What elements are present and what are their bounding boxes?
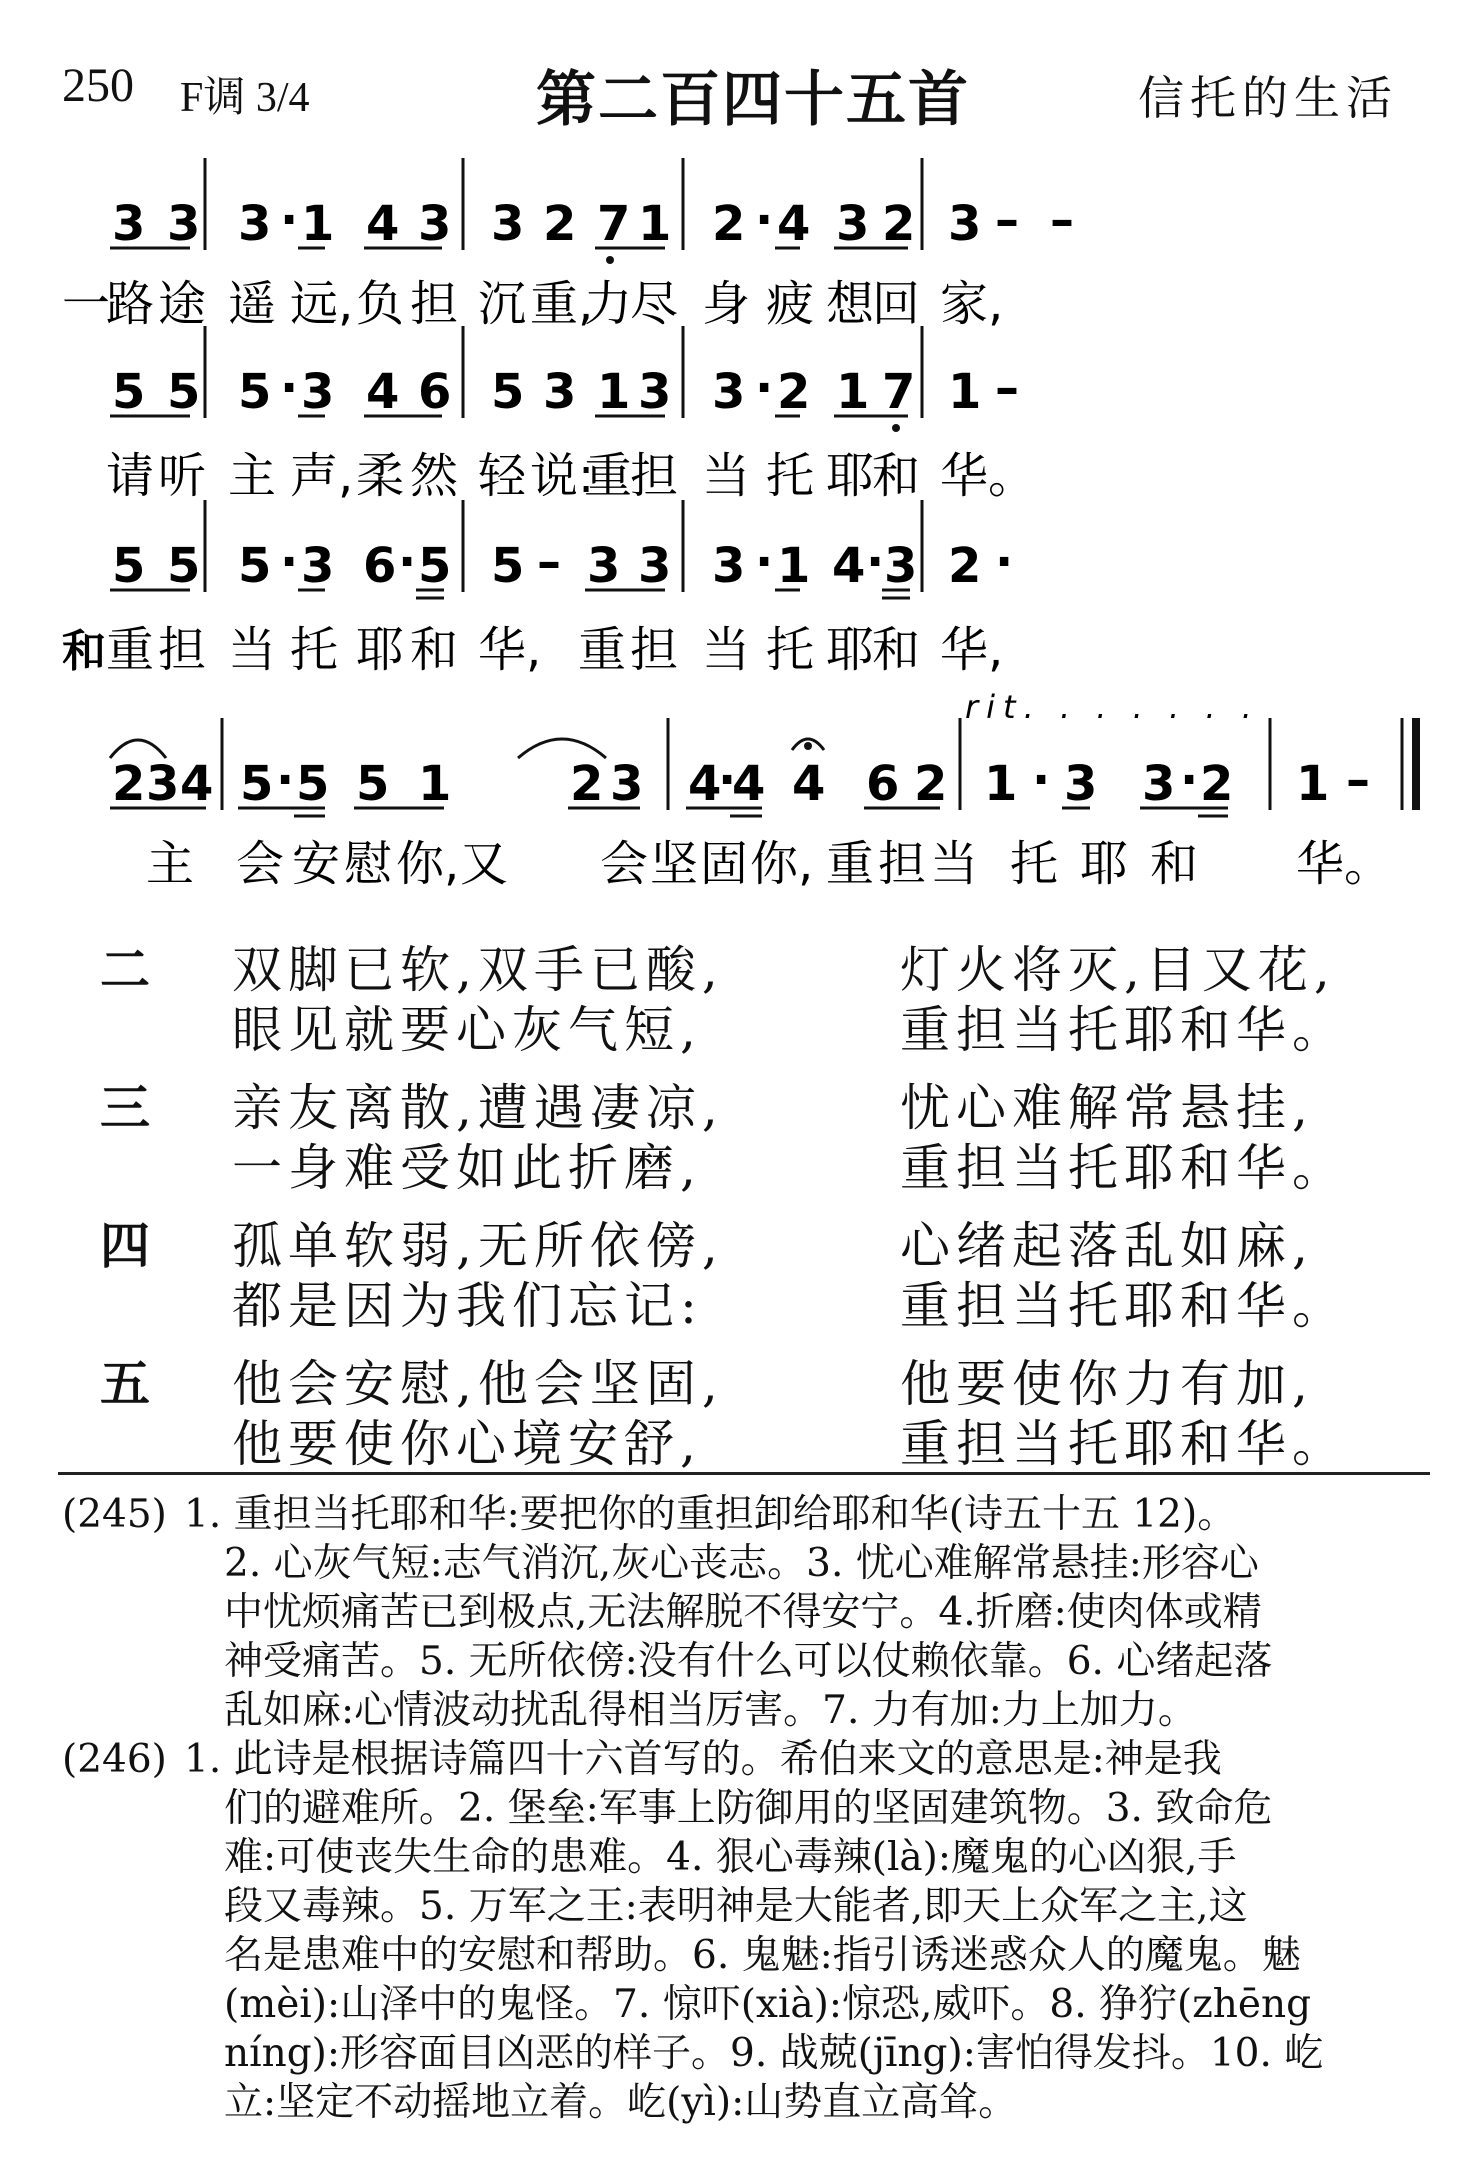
note: 3 (1142, 756, 1176, 812)
lyric: 托 (1010, 836, 1059, 892)
note: – (995, 360, 1019, 416)
note: · (755, 360, 774, 416)
note: 4 (366, 196, 400, 252)
lyric: 耶 (826, 622, 875, 678)
lyric-lead: 一 (62, 276, 111, 332)
verse-line: 心绪起落乱如麻, (900, 1217, 1314, 1275)
verse-line: 他会安慰,他会坚固, (232, 1355, 724, 1413)
footnote-line: níng):形容面目凶恶的样子。9. 战兢(jīng):害怕得发抖。10. 屹 (224, 2031, 1324, 2076)
hymn-number: 250 (62, 59, 134, 112)
lyric: 又 (460, 836, 509, 892)
lyric: 声, (290, 448, 354, 504)
verse-number: 四 (100, 1217, 156, 1275)
lyric: 担 (630, 622, 679, 678)
note: 4 (732, 756, 766, 812)
lyric: 柔 (356, 448, 405, 504)
note: 1 (638, 196, 672, 252)
verse-line: 亲友离散,遭遇凄凉, (232, 1079, 724, 1137)
lyric: 你, (750, 836, 814, 892)
note: 3 (146, 756, 180, 812)
lyric: 路 (106, 276, 155, 332)
note: 5 (418, 538, 452, 594)
lyric: 听 (158, 448, 207, 504)
hymn-topic: 信托的生活 (1138, 71, 1398, 125)
note: 5 (167, 538, 201, 594)
verse-number: 二 (100, 941, 156, 999)
note: 1 (597, 364, 631, 420)
lyric: 慰 (344, 836, 393, 892)
footnote-line: 1. 重担当托耶和华:要把你的重担卸给耶和华(诗五十五 12)。 (184, 1492, 1237, 1537)
note: 2 (1200, 756, 1234, 812)
note: 1 (418, 756, 452, 812)
lyric: 重, (530, 276, 594, 332)
verse-line: 忧心难解常悬挂, (900, 1079, 1314, 1137)
note: 1 (836, 364, 870, 420)
lyric: 担 (410, 276, 459, 332)
footnote-245 (62, 1490, 1432, 1735)
footnote-ref: (246) (62, 1737, 167, 1782)
lyric: 和 (410, 622, 459, 678)
note: 2 (570, 756, 604, 812)
key-and-meter: F调 3/4 (180, 75, 310, 121)
verse-3 (100, 1068, 156, 1140)
lyric: 当 (228, 622, 277, 678)
lyric: 和 (1150, 836, 1199, 892)
verse-number: 三 (100, 1079, 156, 1137)
lyric: 华, (478, 622, 542, 678)
verse-line: 重担当托耶和华。 (900, 1415, 1348, 1473)
note: · (276, 752, 295, 808)
footnotes (62, 1490, 1432, 2127)
note: 5 (240, 756, 274, 812)
lyric: 华, (940, 622, 1004, 678)
note: 1 (777, 538, 811, 594)
note: 5 (112, 538, 146, 594)
note: 4 (180, 756, 214, 812)
score-endings (1050, 192, 1074, 248)
verse-2 (100, 930, 156, 1002)
note: 5 (167, 364, 201, 420)
footnote-line: (mèi):山泽中的鬼怪。7. 惊吓(xià):惊恐,威吓。8. 狰狞(zhēng (224, 1982, 1312, 2027)
hymn-title: 第二百四十五首 (536, 65, 970, 135)
lyric: 你, (396, 836, 460, 892)
note: 5 (491, 538, 525, 594)
lyric: 重 (826, 836, 875, 892)
tempo-mark: rit. . . . . . . (965, 688, 1260, 726)
lyric: 安 (292, 836, 341, 892)
footnote-line: 立:坚定不动摇地立着。屹(yì):山势直立高耸。 (224, 2080, 1018, 2125)
note: 2 (112, 756, 146, 812)
lyric: 沉 (478, 276, 527, 332)
verse-line: 双脚已软,双手已酸, (232, 941, 724, 999)
note: · (995, 534, 1014, 590)
lyric: 疲 (766, 276, 815, 332)
verse-line: 一身难受如此折磨, (232, 1139, 702, 1197)
note: 3 (638, 364, 672, 420)
footnote-ref: (245) (62, 1492, 167, 1537)
lyric: 耶 (826, 448, 875, 504)
lyric: 主 (228, 448, 277, 504)
footnote-line: 2. 心灰气短:志气消沉,灰心丧志。3. 忧心难解常悬挂:形容心 (224, 1541, 1259, 1586)
lyric: 托 (766, 448, 815, 504)
note: 7 (597, 196, 631, 252)
note: 3 (543, 364, 577, 420)
lyric: 和 (872, 622, 921, 678)
note: 3 (1064, 756, 1098, 812)
lyric-lead: 和 (62, 626, 106, 677)
note: 2 (914, 756, 948, 812)
lyric: 托 (766, 622, 815, 678)
note: 7 (882, 364, 916, 420)
lyric: 当 (702, 622, 751, 678)
lyric: 重 (578, 622, 627, 678)
footnote-246 (62, 1735, 1432, 2127)
lyric: 会 (236, 836, 285, 892)
lyric: 家, (940, 276, 1004, 332)
note-sustain: – (1050, 192, 1074, 248)
verse-line: 重担当托耶和华。 (900, 1001, 1348, 1059)
note: 3 (112, 196, 146, 252)
lyric: 重 (106, 622, 155, 678)
note: · (280, 360, 299, 416)
note: 1 (301, 196, 335, 252)
lyric: 托 (290, 622, 339, 678)
score-system-1 (62, 158, 1019, 332)
note: 3 (167, 196, 201, 252)
note: – (1346, 752, 1370, 808)
note: 5 (238, 364, 272, 420)
verse-line: 孤单软弱,无所依傍, (232, 1217, 724, 1275)
verse-line: 都是因为我们忘记: (232, 1277, 703, 1335)
lyric: 会 (600, 836, 649, 892)
verse-line: 重担当托耶和华。 (900, 1277, 1348, 1335)
footnote-line: 们的避难所。2. 堡垒:军事上防御用的坚固建筑物。3. 致命危 (224, 1786, 1273, 1831)
footnote-line: 乱如麻:心情波动扰乱得相当厉害。7. 力有加:力上加力。 (224, 1688, 1197, 1733)
lyric: 然 (410, 448, 459, 504)
note: 3 (238, 196, 272, 252)
note: · (718, 752, 737, 808)
note: 2 (882, 196, 916, 252)
footnote-line: 段又毒辣。5. 万军之王:表明神是大能者,即天上众军之主,这 (224, 1884, 1248, 1929)
note: 3 (836, 196, 870, 252)
note: · (755, 192, 774, 248)
verse-line: 他要使你心境安舒, (232, 1415, 702, 1473)
note: · (866, 534, 885, 590)
note: 4 (366, 364, 400, 420)
footnote-line: 中忧烦痛苦已到极点,无法解脱不得安宁。4.折磨:使肉体或精 (224, 1590, 1262, 1635)
footnote-line: 名是患难中的安慰和帮助。6. 鬼魅:指引诱迷惑众人的魔鬼。魅 (224, 1933, 1301, 1978)
lyric: 途 (158, 276, 207, 332)
lyric: 担 (158, 622, 207, 678)
note: 4 (832, 538, 866, 594)
lyric: 请 (106, 448, 155, 504)
lyric: 轻 (478, 448, 527, 504)
note: 5 (356, 756, 390, 812)
verse-number: 五 (100, 1355, 156, 1413)
verse-line: 灯火将灭,目又花, (900, 941, 1336, 999)
note: 3 (884, 538, 918, 594)
lyric: 重 (584, 448, 633, 504)
verse-line: 重担当托耶和华。 (900, 1139, 1348, 1197)
divider-line (58, 1472, 1430, 1475)
note: 5 (112, 364, 146, 420)
lyric: 远, (290, 276, 354, 332)
score-system-3 (62, 500, 1013, 678)
note: 5 (491, 364, 525, 420)
note: 2 (777, 364, 811, 420)
note: 6 (866, 756, 900, 812)
note: 4 (777, 196, 811, 252)
footnote-line: 难:可使丧失生命的患难。4. 狠心毒辣(là):魔鬼的心凶狠,手 (224, 1835, 1237, 1880)
note: 3 (418, 196, 452, 252)
lyric: 遥 (228, 276, 277, 332)
lyric: 主 (146, 836, 195, 892)
note: 3 (712, 538, 746, 594)
note: 3 (638, 538, 672, 594)
lyric: 负 (356, 276, 405, 332)
lyric: 坚 (650, 836, 699, 892)
note: 1 (948, 364, 982, 420)
verse-5 (100, 1344, 156, 1416)
note: 5 (296, 756, 330, 812)
lyric: 耶 (1080, 836, 1129, 892)
lyric: 耶 (356, 622, 405, 678)
note: 3 (948, 196, 982, 252)
note: 3 (610, 756, 644, 812)
footnote-line: 神受痛苦。5. 无所依傍:没有什么可以仗赖依靠。6. 心绪起落 (224, 1639, 1273, 1684)
lyric: 和 (872, 448, 921, 504)
score-system-4 (110, 688, 1420, 892)
lyric: 尽 (630, 276, 679, 332)
note: 3 (301, 364, 335, 420)
verse-4 (100, 1206, 156, 1278)
footnote-line: 1. 此诗是根据诗篇四十六首写的。希伯来文的意思是:神是我 (184, 1737, 1222, 1782)
note: 2 (543, 196, 577, 252)
note: – (537, 534, 561, 590)
lyric: 当 (702, 448, 751, 504)
lyric: 固 (700, 836, 749, 892)
lyric: 担 (878, 836, 927, 892)
lyric: 当 (930, 836, 979, 892)
verse-line: 他要使你力有加, (900, 1355, 1314, 1413)
lyric: 想 (826, 276, 875, 332)
note: 4 (688, 756, 722, 812)
note: 3 (712, 364, 746, 420)
note: · (1180, 752, 1199, 808)
note: 2 (948, 538, 982, 594)
lyric: 回 (872, 276, 921, 332)
note: 3 (491, 196, 525, 252)
lyric: 说: (530, 448, 595, 504)
note: · (280, 534, 299, 590)
note: · (1032, 752, 1051, 808)
note: · (280, 192, 299, 248)
note: – (995, 192, 1019, 248)
note: 3 (587, 538, 621, 594)
lyric: 华。 (1296, 836, 1393, 892)
note: 2 (712, 196, 746, 252)
note: 3 (301, 538, 335, 594)
lyric: 华。 (940, 448, 1037, 504)
lyric: 力 (584, 276, 633, 332)
note: 1 (1296, 756, 1330, 812)
note: · (755, 534, 774, 590)
score-system-2 (106, 326, 1036, 504)
note: 6 (363, 538, 397, 594)
note: 1 (984, 756, 1018, 812)
verse-line: 眼见就要心灰气短, (232, 1001, 702, 1059)
note: 5 (238, 538, 272, 594)
note: · (398, 534, 417, 590)
note: 4 (792, 756, 826, 812)
music-score (0, 0, 1470, 900)
note: 6 (418, 364, 452, 420)
lyric: 担 (630, 448, 679, 504)
lyric: 身 (702, 276, 751, 332)
